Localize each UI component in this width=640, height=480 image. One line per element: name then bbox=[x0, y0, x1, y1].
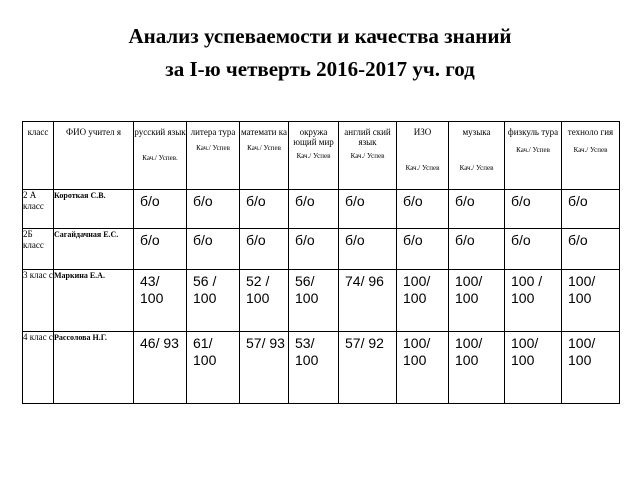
grade-cell: 61/ 100 bbox=[187, 332, 240, 404]
page-title: Анализ успеваемости и качества знаний bbox=[128, 24, 512, 48]
header-subsub: Кач./ Успев bbox=[573, 146, 608, 154]
header-subsub: Кач./ Успев. bbox=[142, 154, 178, 162]
teacher-cell: Рассолова Н.Г. bbox=[54, 332, 134, 404]
header-subsub: Кач./ Успев bbox=[405, 164, 440, 172]
header-subsub: Кач./ Успев bbox=[296, 152, 331, 160]
grade-cell: 74/ 96 bbox=[339, 270, 397, 332]
grade-cell: б/о bbox=[339, 229, 397, 270]
grade-cell: б/о bbox=[339, 190, 397, 229]
grade-cell: б/о bbox=[397, 190, 449, 229]
grade-cell: 43/ 100 bbox=[134, 270, 187, 332]
grade-cell: 100/ 100 bbox=[397, 270, 449, 332]
grade-cell: 56/ 100 bbox=[289, 270, 339, 332]
teacher-cell: Маркина Е.А. bbox=[54, 270, 134, 332]
header-class: класс bbox=[23, 122, 54, 190]
grade-cell: б/о bbox=[562, 190, 620, 229]
grade-cell: 100/ 100 bbox=[449, 270, 505, 332]
grade-cell: 100/ 100 bbox=[562, 270, 620, 332]
header-row bbox=[23, 122, 620, 190]
header-subject: англий ский язык Кач./ Успев bbox=[339, 122, 397, 190]
grade-cell: б/о bbox=[240, 229, 289, 270]
header-subsub: Кач./ Успев bbox=[516, 146, 550, 154]
table-row bbox=[23, 332, 620, 404]
class-cell: 3 клас с bbox=[23, 270, 54, 332]
grade-cell: б/о bbox=[505, 229, 562, 270]
teacher-cell: Короткая С.В. bbox=[54, 190, 134, 229]
grade-cell: б/о bbox=[134, 190, 187, 229]
table-row bbox=[23, 190, 620, 229]
grade-cell: 46/ 93 bbox=[134, 332, 187, 404]
grade-cell: б/о bbox=[289, 229, 339, 270]
header-subject: русский язык Кач./ Успев. bbox=[134, 122, 187, 190]
class-cell: 4 клас с bbox=[23, 332, 54, 404]
grade-cell: б/о bbox=[187, 190, 240, 229]
header-subject: ИЗО Кач./ Успев bbox=[397, 122, 449, 190]
header-teacher: ФИО учител я bbox=[54, 122, 134, 190]
header-subsub: Кач./ Успев bbox=[196, 144, 230, 152]
class-cell: 2 А класс bbox=[23, 190, 54, 229]
grade-cell: б/о bbox=[505, 190, 562, 229]
teacher-cell: Сагайдачная Е.С. bbox=[54, 229, 134, 270]
header-subject: музыка Кач./ Успев bbox=[449, 122, 505, 190]
header-subject: математи ка Кач./ Успев bbox=[240, 122, 289, 190]
grade-cell: 53/ 100 bbox=[289, 332, 339, 404]
grade-cell: 100/ 100 bbox=[449, 332, 505, 404]
grade-cell: 100/ 100 bbox=[562, 332, 620, 404]
grade-cell: 57/ 93 bbox=[240, 332, 289, 404]
header-subject: физкуль тура Кач./ Успев bbox=[505, 122, 562, 190]
grade-cell: 56 / 100 bbox=[187, 270, 240, 332]
grade-cell: б/о bbox=[397, 229, 449, 270]
header-subject: литера тура Кач./ Успев bbox=[187, 122, 240, 190]
page-subtitle: за I-ю четверть 2016-2017 уч. год bbox=[165, 57, 475, 81]
grade-cell: б/о bbox=[449, 229, 505, 270]
grade-cell: б/о bbox=[449, 190, 505, 229]
grade-cell: 57/ 92 bbox=[339, 332, 397, 404]
table-row bbox=[23, 229, 620, 270]
class-cell: 2Б класс bbox=[23, 229, 54, 270]
grade-cell: 100/ 100 bbox=[505, 332, 562, 404]
grade-cell: б/о bbox=[134, 229, 187, 270]
grade-cell: б/о bbox=[289, 190, 339, 229]
grade-cell: 100/ 100 bbox=[397, 332, 449, 404]
header-subject: окружа ющий мир Кач./ Успев bbox=[289, 122, 339, 190]
header-subsub: Кач./ Успев bbox=[247, 144, 281, 152]
performance-table bbox=[22, 121, 620, 404]
header-subsub: Кач./ Успев bbox=[350, 152, 385, 160]
header-subsub: Кач./ Успев bbox=[459, 164, 494, 172]
grade-cell: б/о bbox=[240, 190, 289, 229]
grade-cell: 52 / 100 bbox=[240, 270, 289, 332]
grade-cell: б/о bbox=[187, 229, 240, 270]
header-subject: техноло гия Кач./ Успев bbox=[562, 122, 620, 190]
grade-cell: 100 / 100 bbox=[505, 270, 562, 332]
grade-cell: б/о bbox=[562, 229, 620, 270]
table-row bbox=[23, 270, 620, 332]
